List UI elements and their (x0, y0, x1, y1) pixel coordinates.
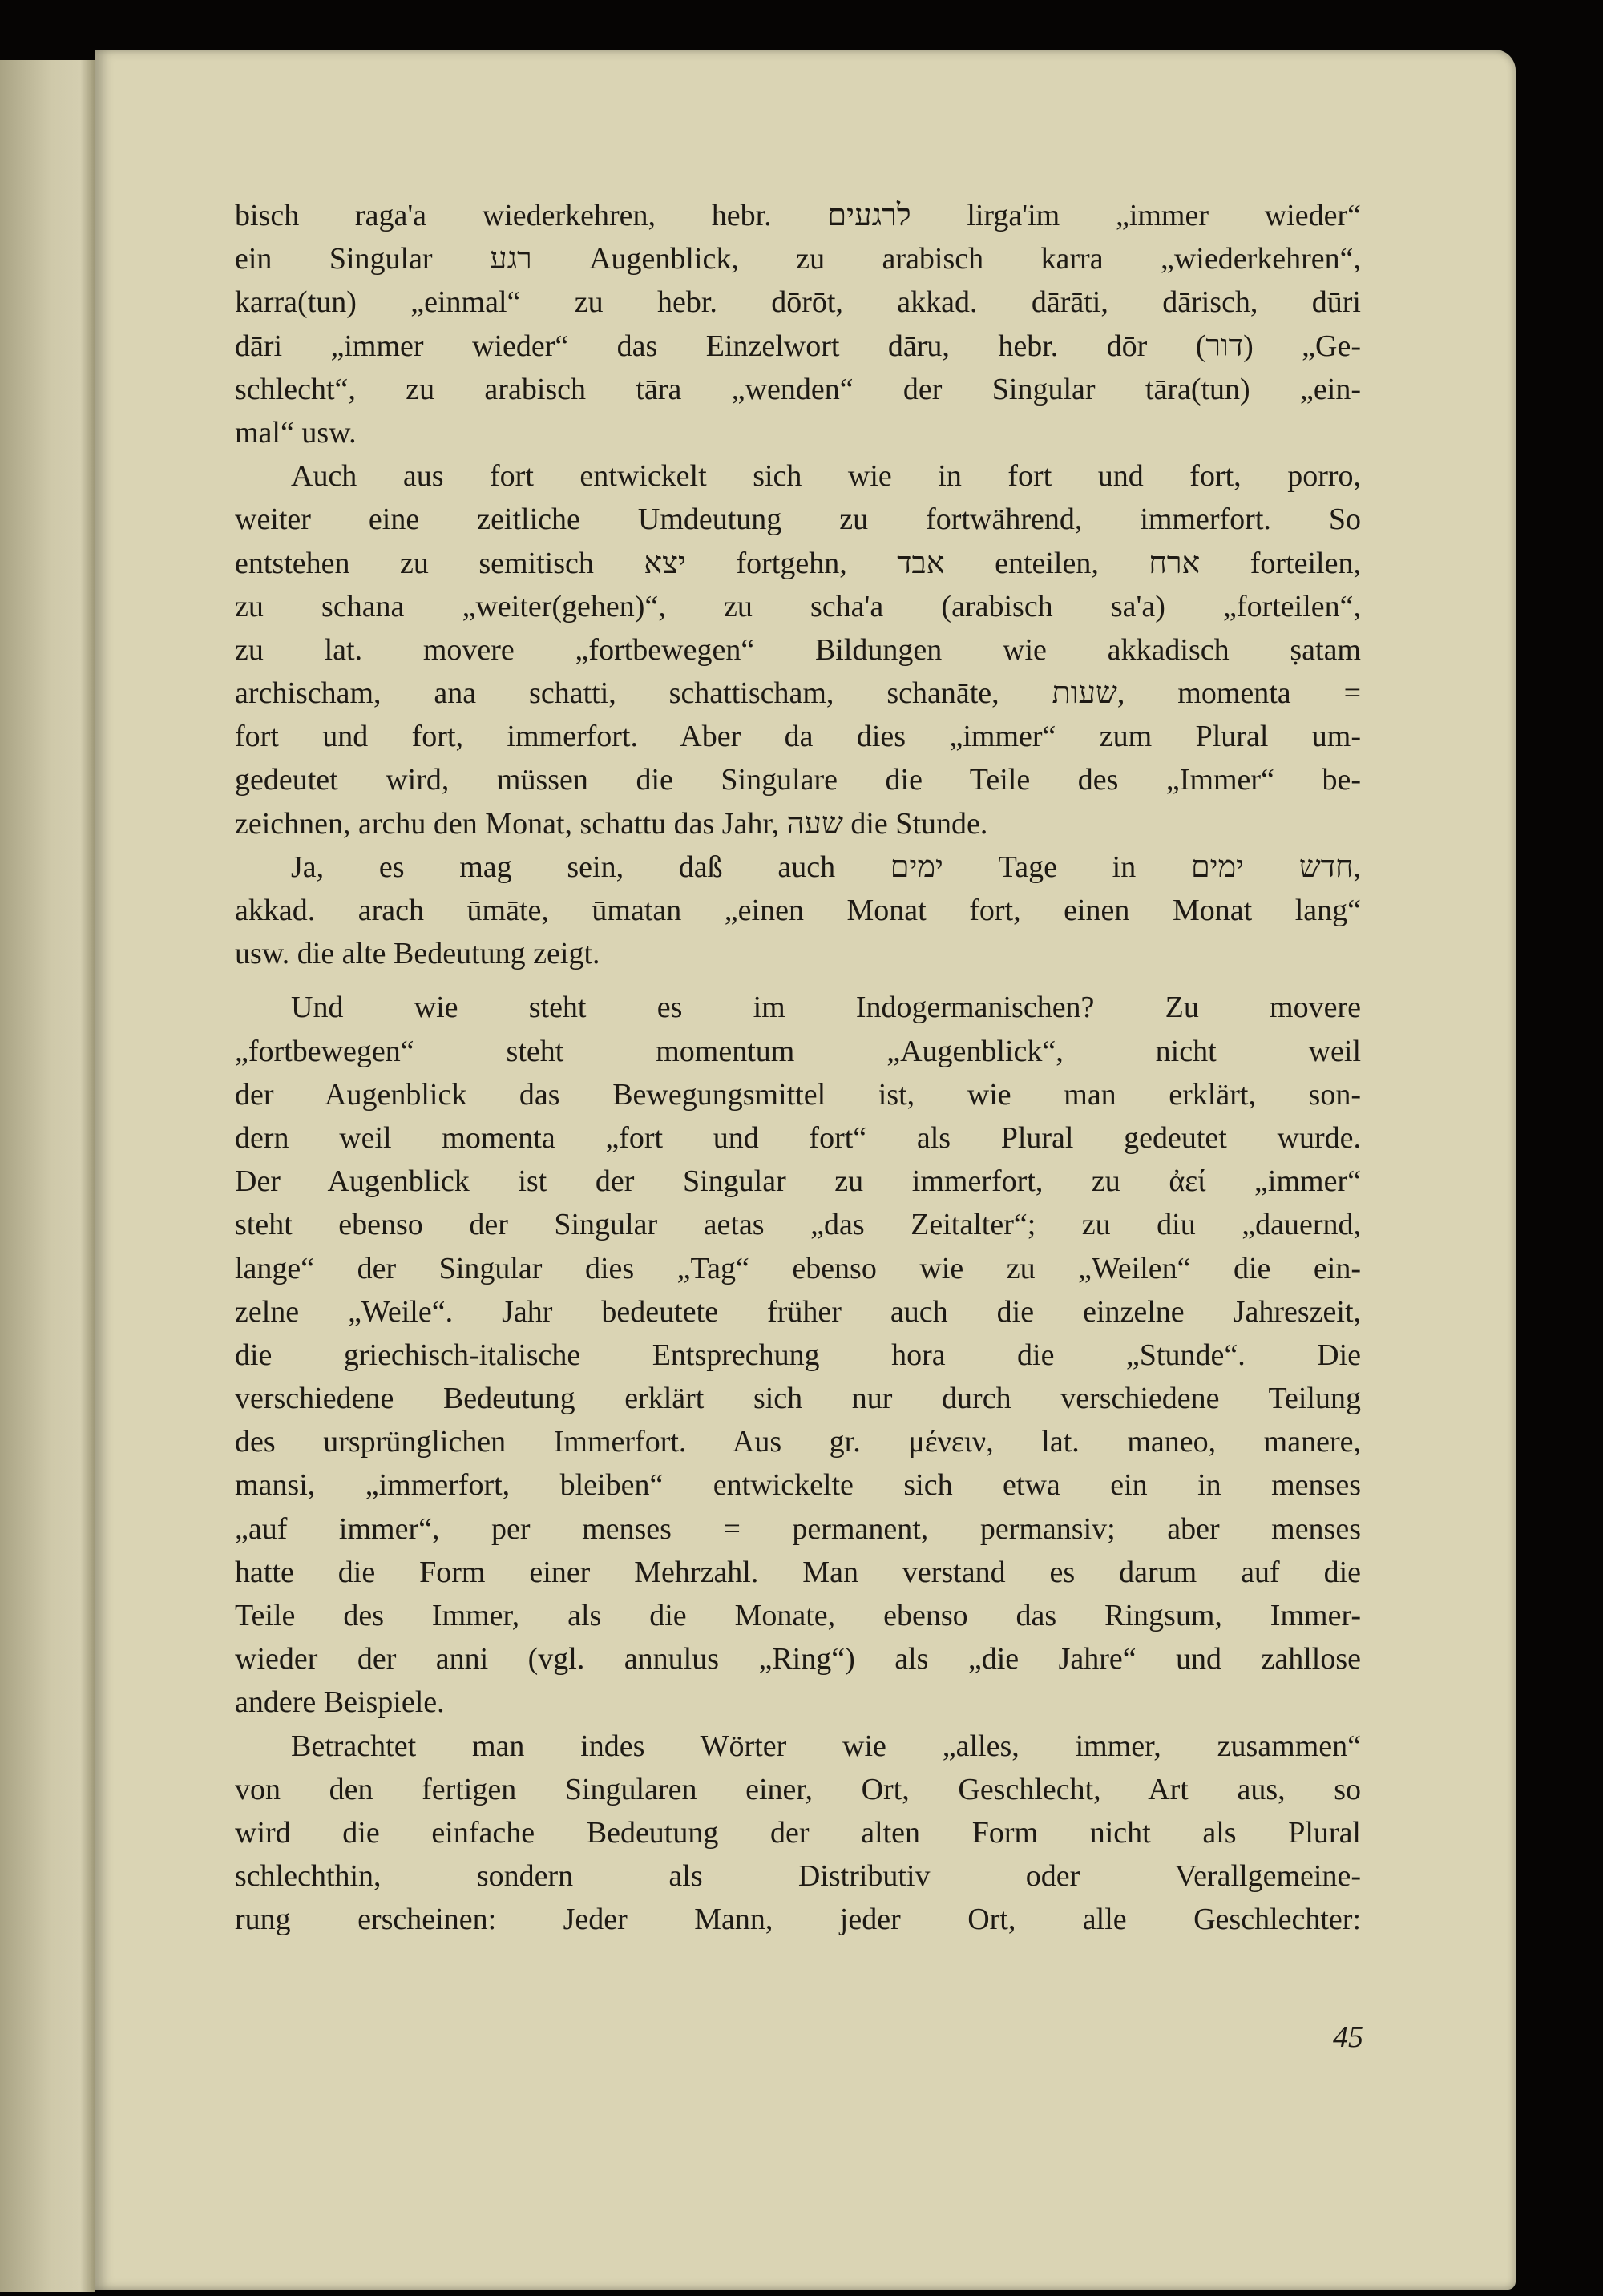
text-line: schlechthin, sondern als Distributiv oder Verallgemeine- (235, 1859, 1361, 1894)
page-number: 45 (1333, 2020, 1363, 2054)
text-line: Der Augenblick ist der Singular zu immerfort, zu ἀεί „immer“ (235, 1164, 1361, 1199)
text-line: Betrachtet man indes Wörter wie „alles, immer, zusammen“ (291, 1729, 1361, 1763)
text-line: bisch raga'a wiederkehren, hebr. לרגעים lirga'im „immer wieder“ (235, 199, 1361, 232)
text-line: dern weil momenta „fort und fort“ als Plural gedeutet wurde. (235, 1120, 1361, 1155)
text-line: von den fertigen Singularen einer, Ort, Geschlecht, Art aus, so (235, 1772, 1361, 1806)
text-line: des ursprünglichen Immerfort. Aus gr. μένειν, lat. maneo, manere, (235, 1425, 1361, 1459)
text-line: weiter eine zeitliche Umdeutung zu fortwährend, immerfort. So (235, 502, 1361, 537)
text-line: schlecht“, zu arabisch tāra „wenden“ der Singular tāra(tun) „ein- (235, 372, 1361, 406)
text-line: gedeutet wird, müssen die Singulare die Teile des „Immer“ be- (235, 763, 1361, 797)
text-line: fort und fort, immerfort. Aber da dies „immer“ zum Plural um- (235, 720, 1361, 754)
text-line: Und wie steht es im Indogermanischen? Zu movere (291, 991, 1361, 1025)
text-line: ein Singular רגע Augenblick, zu arabisch karra „wiederkehren“, (235, 242, 1361, 276)
text-line: zu schana „weiter(gehen)“, zu scha'a (arabisch sa'a) „forteilen“, (235, 589, 1361, 623)
text-line: entstehen zu semitisch יצא fortgehn, אבד enteilen, ארח forteilen, (235, 546, 1361, 580)
text-line: wieder der anni (vgl. annulus „Ring“) als „die Jahre“ und zahllose (235, 1642, 1361, 1677)
text-line: die griechisch-italische Entsprechung hora die „Stunde“. Die (235, 1338, 1361, 1372)
text-line: mansi, „immerfort, bleiben“ entwickelte sich etwa ein in menses (235, 1468, 1361, 1503)
book-page (95, 50, 1516, 2290)
text-line: akkad. arach ūmāte, ūmatan „einen Monat fort, einen Monat lang“ (235, 894, 1361, 927)
text-line: hatte die Form einer Mehrzahl. Man verstand es darum auf die (235, 1555, 1361, 1589)
text-line: zelne „Weile“. Jahr bedeutete früher auch die einzelne Jahreszeit, (235, 1294, 1361, 1329)
text-line: wird die einfache Bedeutung der alten Form nicht als Plural (235, 1815, 1361, 1850)
text-line: Teile des Immer, als die Monate, ebenso das Ringsum, Immer- (235, 1599, 1361, 1632)
text-line: usw. die alte Bedeutung zeigt. (235, 937, 600, 971)
text-line: karra(tun) „einmal“ zu hebr. dōrōt, akkad. dārāti, dārisch, dūri (235, 285, 1361, 320)
text-line: „auf immer“, per menses = permanent, permansiv; aber menses (235, 1511, 1361, 1546)
previous-page-edge (0, 60, 95, 2292)
text-line: mal“ usw. (235, 415, 357, 450)
text-line: zeichnen, archu den Monat, schattu das Jahr, שעה die Stunde. (235, 806, 988, 841)
text-line: archischam, ana schatti, schattischam, schanāte, שעות, momenta = (235, 676, 1361, 711)
text-line: andere Beispiele. (235, 1685, 445, 1720)
body-text (235, 194, 1361, 1942)
text-line: Ja, es mag sein, daß auch ימים Tage in חדש ימים, (291, 849, 1361, 884)
text-line: der Augenblick das Bewegungsmittel ist, wie man erklärt, son- (235, 1077, 1361, 1112)
text-line: lange“ der Singular dies „Tag“ ebenso wie zu „Weilen“ die ein- (235, 1251, 1361, 1285)
text-line: steht ebenso der Singular aetas „das Zeitalter“; zu diu „dauernd, (235, 1208, 1361, 1242)
text-line: dāri „immer wieder“ das Einzelwort dāru, hebr. dōr (דור) „Ge- (235, 329, 1361, 363)
text-line: Auch aus fort entwickelt sich wie in fort und fort, porro, (291, 459, 1361, 494)
text-line: rung erscheinen: Jeder Mann, jeder Ort, alle Geschlechter: (235, 1903, 1361, 1937)
text-line: „fortbewegen“ steht momentum „Augenblick“, nicht weil (235, 1034, 1361, 1068)
text-line: verschiedene Bedeutung erklärt sich nur durch verschiedene Teilung (235, 1382, 1361, 1416)
text-line: zu lat. movere „fortbewegen“ Bildungen wie akkadisch ṣatam (235, 632, 1361, 667)
